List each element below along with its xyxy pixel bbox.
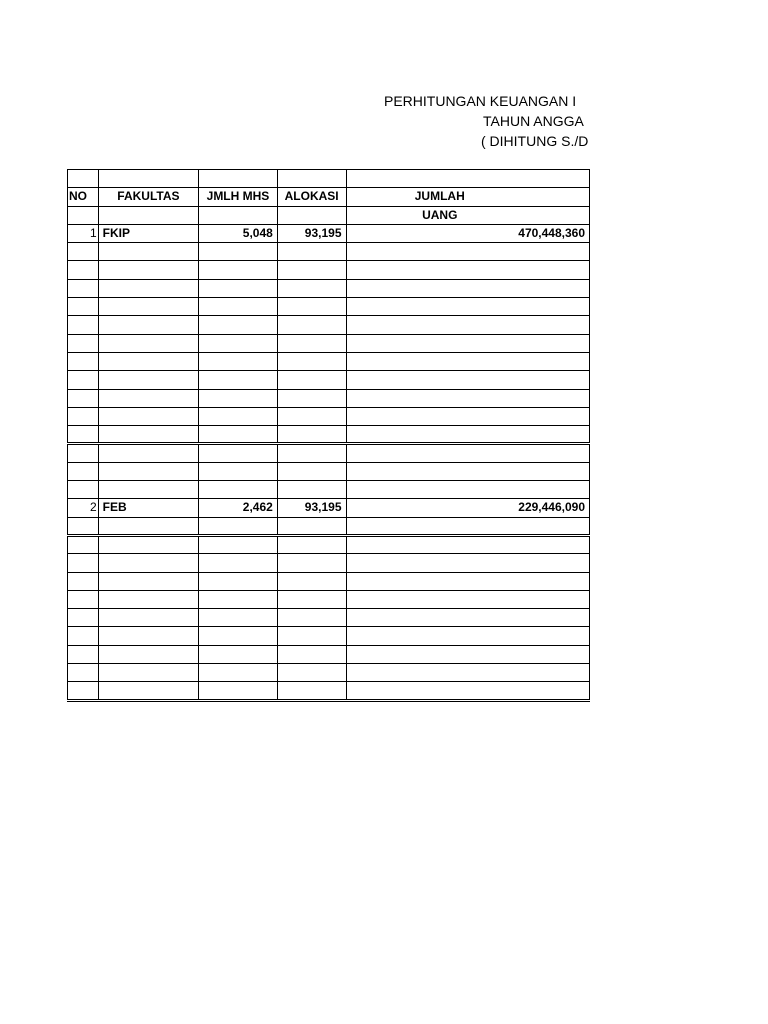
report-title: PERHITUNGAN KEUANGAN I bbox=[384, 93, 577, 109]
table-row bbox=[68, 389, 590, 407]
header-fakultas: FAKULTAS bbox=[98, 188, 199, 206]
table-row bbox=[68, 682, 590, 700]
table-row bbox=[68, 243, 590, 261]
cell-alokasi: 93,195 bbox=[277, 224, 346, 242]
cell-alokasi: 93,195 bbox=[277, 499, 346, 517]
table-row bbox=[68, 535, 590, 553]
table-row bbox=[68, 517, 590, 535]
cell-fakultas: FKIP bbox=[98, 224, 199, 242]
finance-table bbox=[67, 169, 590, 702]
table-row bbox=[68, 407, 590, 425]
table-row bbox=[68, 645, 590, 663]
table-row bbox=[68, 352, 590, 370]
table-row bbox=[68, 609, 590, 627]
header-uang: UANG bbox=[346, 206, 590, 224]
header-no: NO bbox=[68, 188, 99, 206]
table-row bbox=[68, 426, 590, 444]
header-alokasi: ALOKASI bbox=[277, 188, 346, 206]
cell-jmlh-mhs: 5,048 bbox=[199, 224, 278, 242]
subheader-row bbox=[68, 206, 590, 224]
table-row bbox=[68, 664, 590, 682]
header-row bbox=[68, 188, 590, 206]
table-row bbox=[68, 572, 590, 590]
table-row bbox=[68, 224, 590, 242]
report-fiscal-year: TAHUN ANGGA bbox=[483, 113, 584, 129]
cell-jmlh-mhs: 2,462 bbox=[199, 499, 278, 517]
table-row bbox=[68, 298, 590, 316]
table-row bbox=[68, 261, 590, 279]
cell-no: 1 bbox=[68, 224, 99, 242]
table-row bbox=[68, 462, 590, 480]
header-jumlah: JUMLAH bbox=[346, 188, 590, 206]
table-row bbox=[68, 371, 590, 389]
table-row bbox=[68, 590, 590, 608]
cell-no: 2 bbox=[68, 499, 99, 517]
table-row bbox=[68, 444, 590, 462]
table-row bbox=[68, 170, 590, 188]
table-row bbox=[68, 481, 590, 499]
table-row bbox=[68, 627, 590, 645]
table-row bbox=[68, 499, 590, 517]
cell-jumlah: 470,448,360 bbox=[346, 224, 590, 242]
report-period-note: ( DIHITUNG S./D bbox=[481, 133, 589, 149]
table-row bbox=[68, 279, 590, 297]
table-row bbox=[68, 316, 590, 334]
table-row bbox=[68, 554, 590, 572]
table-row bbox=[68, 334, 590, 352]
cell-fakultas: FEB bbox=[98, 499, 199, 517]
cell-jumlah: 229,446,090 bbox=[346, 499, 590, 517]
header-jmlh-mhs: JMLH MHS bbox=[199, 188, 278, 206]
